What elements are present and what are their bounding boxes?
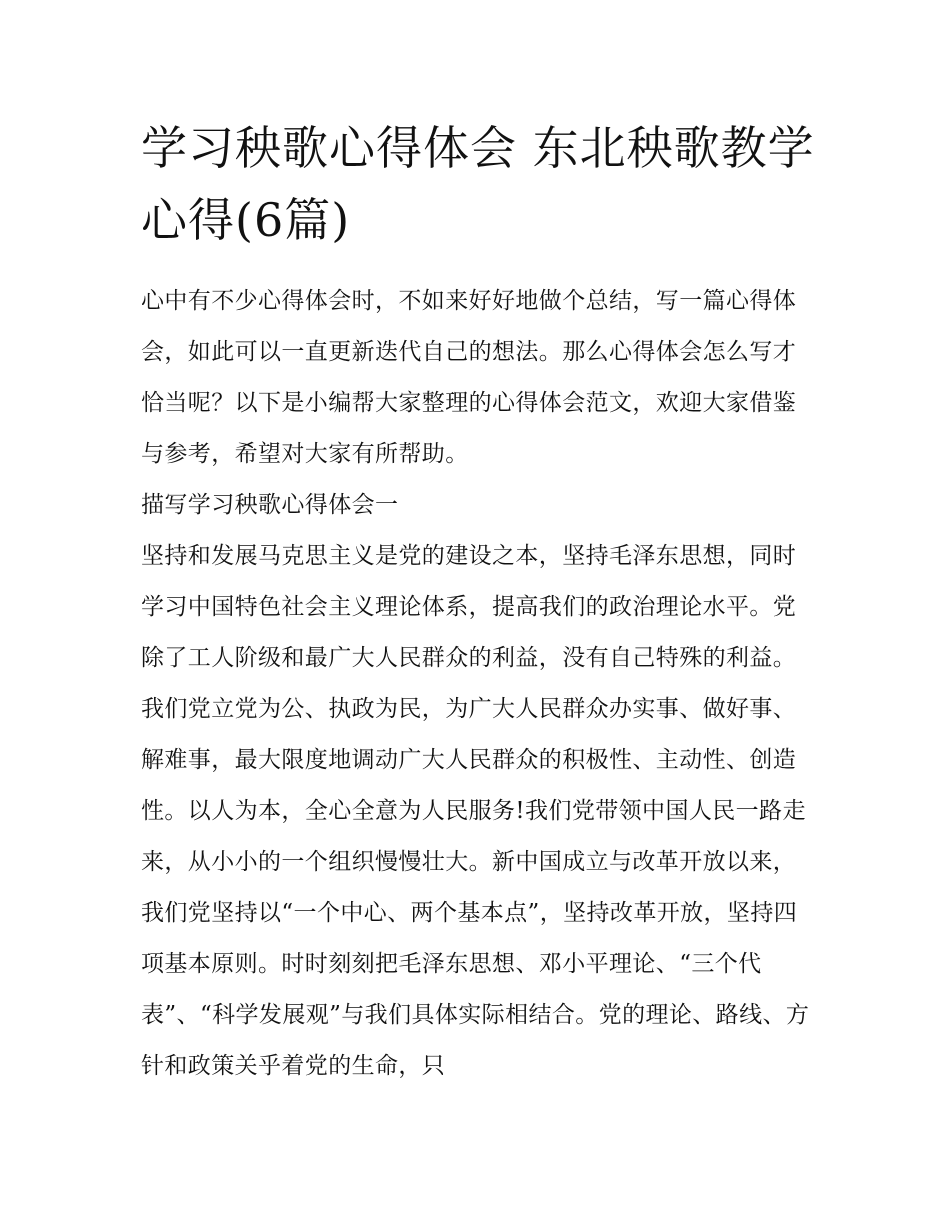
section-paragraph: 坚持和发展马克思主义是党的建设之本，坚持毛泽东思想，同时学习中国特色社会主义理论体系，提高我们的政治理论水平。党除了工人阶级和最广大人民群众的利益，没有自己特殊的利益。我们党立党为公、执政为民，为广大人民群众办实事、做好事、解难事，最大限度地调动广大人民群众的积极性、主动性、创造性。以人为本，全心全意为人民服务!我们党带领中国人民一路走来，从小小的一个组织慢慢壮大。新中国成立与改革开放以来，我们党坚持以“一个中心、两个基本点”，坚持改革开放，坚持四项基本原则。时时刻刻把毛泽东思想、邓小平理论、“三个代表”、“科学发展观”与我们具体实际相结合。党的理论、路线、方针和政策关乎着党的生命，只 xyxy=(141,543,810,1079)
document-title: 学习秧歌心得体会 东北秧歌教学心得(6篇) xyxy=(141,121,815,247)
intro-paragraph: 心中有不少心得体会时，不如来好好地做个总结，写一篇心得体会，如此可以一直更新迭代自己的想法。那么心得体会怎么写才恰当呢？以下是小编帮大家整理的心得体会范文，欢迎大家借鉴与参考，希望对大家有所帮助。 xyxy=(141,288,797,467)
document-body xyxy=(141,276,817,1092)
section-heading: 描写学习秧歌心得体会一 xyxy=(141,492,399,518)
